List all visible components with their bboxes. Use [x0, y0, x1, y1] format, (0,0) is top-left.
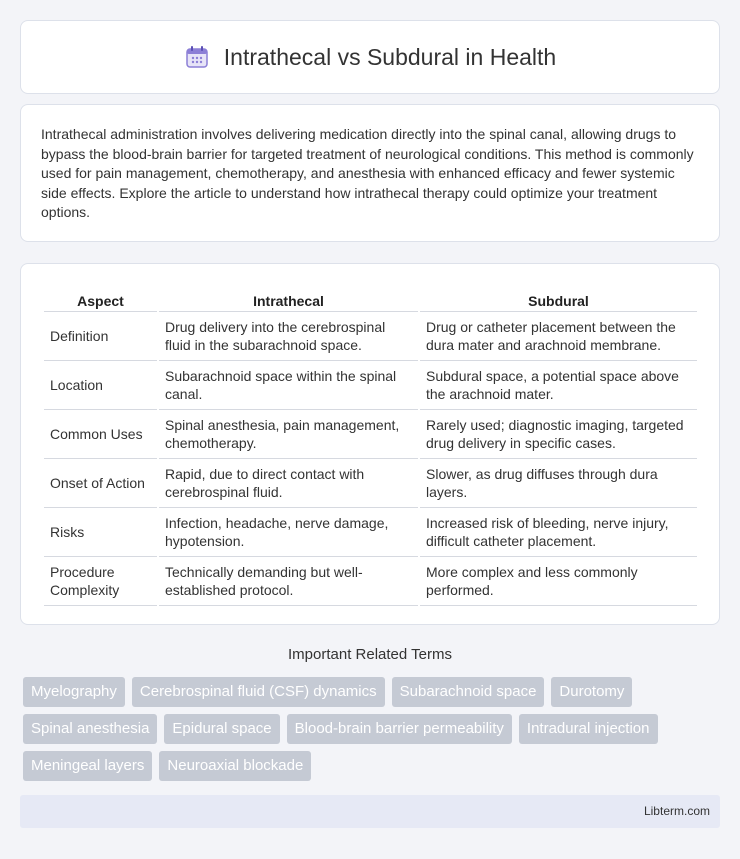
- cell-intrathecal: Subarachnoid space within the spinal canal.: [159, 361, 418, 410]
- cell-subdural: Slower, as drug diffuses through dura layers.: [420, 459, 697, 508]
- comparison-table-card: [20, 263, 720, 625]
- table-row: [44, 459, 697, 508]
- tag-intradural-injection[interactable]: Intradural injection: [519, 714, 658, 744]
- tag-meningeal-layers[interactable]: Meningeal layers: [23, 751, 152, 781]
- header-intrathecal: Intrathecal: [159, 284, 418, 312]
- cell-aspect: Procedure Complexity: [44, 557, 157, 606]
- cell-subdural: Increased risk of bleeding, nerve injury, difficult catheter placement.: [420, 508, 697, 557]
- cell-intrathecal: Infection, headache, nerve damage, hypotension.: [159, 508, 418, 557]
- cell-intrathecal: Technically demanding but well-established protocol.: [159, 557, 418, 606]
- cell-intrathecal: Drug delivery into the cerebrospinal fluid in the subarachnoid space.: [159, 312, 418, 361]
- tag-spinal-anesthesia[interactable]: Spinal anesthesia: [23, 714, 157, 744]
- table-row: [44, 410, 697, 459]
- tag-durotomy[interactable]: Durotomy: [551, 677, 632, 707]
- header-card: [20, 20, 720, 94]
- intro-text: Intrathecal administration involves delivering medication directly into the spinal canal, allowing drugs to bypass the blood-brain barrier for targeted treatment of neurological conditions. This method is commonly used for pain management, chemotherapy, and anesthesia with enhanced efficacy and fewer systemic side effects. Explore the article to understand how intrathecal therapy could optimize your treatment options.: [41, 126, 694, 221]
- table-row: [44, 508, 697, 557]
- tag-neuroaxial-blockade[interactable]: Neuroaxial blockade: [159, 751, 311, 781]
- cell-aspect: Location: [44, 361, 157, 410]
- tag-subarachnoid-space[interactable]: Subarachnoid space: [392, 677, 545, 707]
- cell-aspect: Common Uses: [44, 410, 157, 459]
- cell-subdural: Rarely used; diagnostic imaging, targeted drug delivery in specific cases.: [420, 410, 697, 459]
- cell-intrathecal: Spinal anesthesia, pain management, chemotherapy.: [159, 410, 418, 459]
- footer-site-link[interactable]: Libterm.com: [643, 804, 710, 818]
- comparison-table: [42, 284, 699, 606]
- cell-intrathecal: Rapid, due to direct contact with cerebrospinal fluid.: [159, 459, 418, 508]
- tag-myelography[interactable]: Myelography: [23, 677, 125, 707]
- cell-aspect: Onset of Action: [44, 459, 157, 508]
- tag-csf-dynamics[interactable]: Cerebrospinal fluid (CSF) dynamics: [132, 677, 385, 707]
- intro-card: [20, 104, 720, 242]
- cell-aspect: Risks: [44, 508, 157, 557]
- footer: [20, 795, 720, 828]
- cell-aspect: Definition: [44, 312, 157, 361]
- table-header-row: [44, 284, 697, 312]
- cell-subdural: More complex and less commonly performed.: [420, 557, 697, 606]
- related-terms-list: [23, 677, 713, 781]
- cell-subdural: Subdural space, a potential space above the arachnoid mater.: [420, 361, 697, 410]
- table-row: [44, 361, 697, 410]
- table-row: [44, 312, 697, 361]
- tag-epidural-space[interactable]: Epidural space: [164, 714, 279, 744]
- related-terms-title: Important Related Terms: [288, 646, 452, 663]
- header-subdural: Subdural: [420, 284, 697, 312]
- tag-bbb-permeability[interactable]: Blood-brain barrier permeability: [287, 714, 512, 744]
- header-aspect: Aspect: [44, 284, 157, 312]
- calendar-icon: [184, 44, 210, 70]
- page-title: Intrathecal vs Subdural in Health: [223, 43, 557, 70]
- cell-subdural: Drug or catheter placement between the dura mater and arachnoid membrane.: [420, 312, 697, 361]
- table-row: [44, 557, 697, 606]
